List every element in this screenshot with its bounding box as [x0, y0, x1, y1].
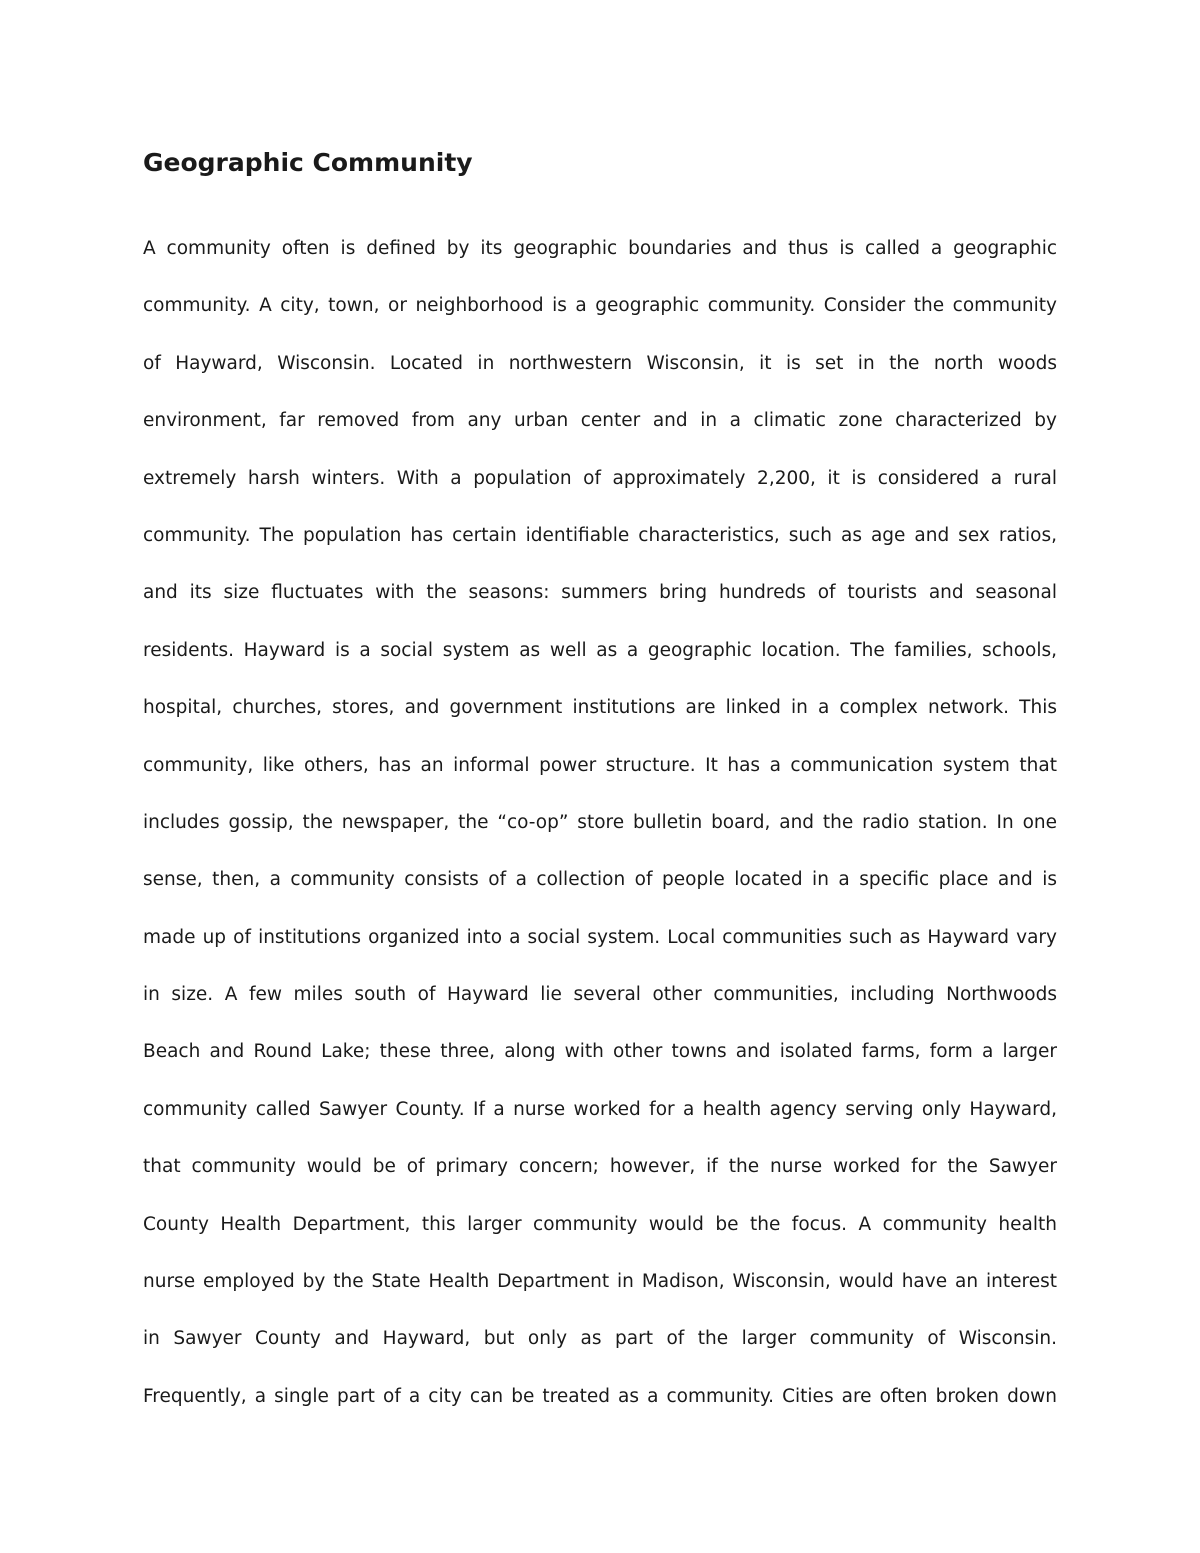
paragraph-line: Beach and Round Lake; these three, along with other towns and isolated farms, form a larger — [143, 1041, 1057, 1063]
paragraph-line: Frequently, a single part of a city can be treated as a community. Cities are often broken down — [143, 1385, 1057, 1407]
paragraph-line: residents. Hayward is a social system as well as a geographic location. The families, schools, — [143, 639, 1057, 661]
paragraph-line: A community often is defined by its geographic boundaries and thus is called a geographic — [143, 238, 1057, 259]
paragraph-line: community. A city, town, or neighborhood is a geographic community. Consider the community — [143, 295, 1057, 317]
body-paragraph — [143, 229, 1057, 1434]
paragraph-line: community called Sawyer County. If a nurse worked for a health agency serving only Hayward, — [143, 1098, 1057, 1120]
paragraph-line: of Hayward, Wisconsin. Located in northwestern Wisconsin, it is set in the north woods — [143, 352, 1057, 374]
paragraph-line: made up of institutions organized into a social system. Local communities such as Hayward vary — [143, 926, 1057, 948]
paragraph-line: sense, then, a community consists of a collection of people located in a specific place and is — [143, 869, 1057, 891]
paragraph-line: in Sawyer County and Hayward, but only as part of the larger community of Wisconsin. — [143, 1328, 1057, 1350]
document-title: Geographic Community — [143, 148, 473, 177]
paragraph-line: environment, far removed from any urban center and in a climatic zone characterized by — [143, 410, 1057, 432]
paragraph-line: in size. A few miles south of Hayward lie several other communities, including Northwoods — [143, 984, 1057, 1006]
paragraph-line: and its size fluctuates with the seasons: summers bring hundreds of tourists and seasonal — [143, 582, 1057, 604]
paragraph-line: extremely harsh winters. With a population of approximately 2,200, it is considered a rural — [143, 467, 1057, 489]
paragraph-line: community. The population has certain identifiable characteristics, such as age and sex ratios, — [143, 524, 1057, 546]
paragraph-line: that community would be of primary concern; however, if the nurse worked for the Sawyer — [143, 1156, 1057, 1178]
paragraph-line: nurse employed by the State Health Department in Madison, Wisconsin, would have an interest — [143, 1271, 1057, 1293]
paragraph-line: includes gossip, the newspaper, the “co-op” store bulletin board, and the radio station. In one — [143, 811, 1057, 833]
paragraph-line: County Health Department, this larger community would be the focus. A community health — [143, 1213, 1057, 1235]
paragraph-line: hospital, churches, stores, and government institutions are linked in a complex network. This — [143, 697, 1057, 719]
paragraph-line: community, like others, has an informal power structure. It has a communication system that — [143, 754, 1057, 776]
